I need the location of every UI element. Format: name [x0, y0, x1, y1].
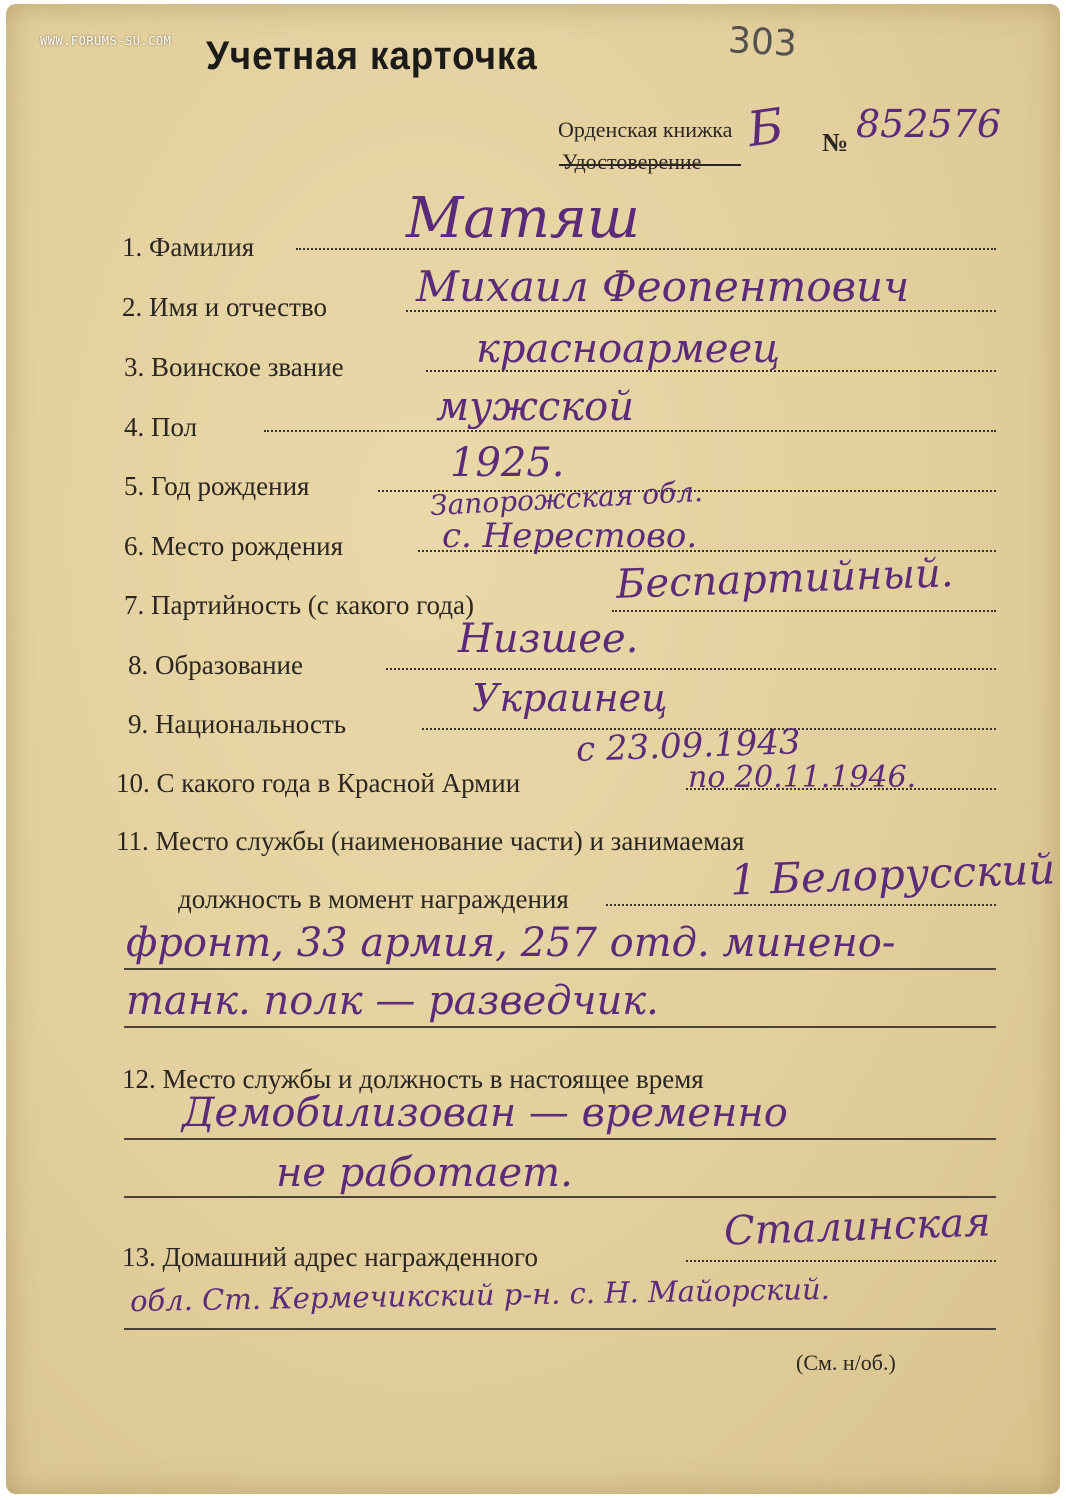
- value-home-address-2: обл. Ст. Кермечикский р-н. с. Н. Майорский.: [129, 1271, 831, 1319]
- see-reverse-note: (См. н/об.): [796, 1350, 896, 1375]
- value-service-award-3: танк. полк — разведчик.: [126, 978, 659, 1024]
- value-service-award-1: 1 Белорусский: [729, 844, 1057, 905]
- value-rank: красноармеец: [476, 326, 781, 372]
- value-army-from: с 23.09.1943: [575, 722, 802, 770]
- label-current-service: 12. Место службы и должность в настоящее время: [122, 1064, 704, 1094]
- label-surname: 1. Фамилия: [122, 232, 255, 262]
- value-birth-year: 1925.: [450, 440, 565, 486]
- archive-number: 303: [726, 20, 798, 65]
- doc-series: Б: [744, 97, 788, 159]
- label-birthplace: 6. Место рождения: [124, 531, 344, 561]
- value-sex: мужской: [436, 384, 634, 430]
- label-party: 7. Партийность (с какого года): [124, 590, 474, 620]
- value-service-award-2: фронт, 33 армия, 257 отд. минено-: [126, 920, 896, 966]
- line-party: [612, 610, 996, 612]
- line-service-award-1: [606, 904, 996, 906]
- label-rank: 3. Воинское звание: [124, 352, 344, 382]
- label-army-since: 10. С какого года в Красной Армии: [116, 768, 521, 798]
- line-service-award-2: [124, 968, 996, 970]
- number-sign: №: [822, 128, 849, 157]
- label-home-address: 13. Домашний адрес награжденного: [122, 1242, 538, 1272]
- line-current-service-2: [124, 1196, 996, 1198]
- value-education: Низшее.: [458, 616, 639, 662]
- value-nationality: Украинец: [472, 676, 668, 720]
- label-service-position-award: должность в момент награждения: [178, 884, 569, 914]
- label-education: 8. Образование: [128, 650, 303, 680]
- doc-type-certificate: Удостоверение: [562, 149, 702, 174]
- line-surname: [296, 248, 996, 250]
- line-current-service-1: [124, 1138, 996, 1140]
- card-title: Учетная карточка: [206, 34, 538, 78]
- value-home-address-1: Сталинская: [723, 1199, 992, 1255]
- value-surname: Матяш: [406, 186, 640, 251]
- value-party: Беспартийный.: [615, 550, 955, 608]
- value-army-to: по 20.11.1946.: [688, 760, 917, 795]
- doc-type-order-book: Орденская книжка: [558, 117, 733, 142]
- label-sex: 4. Пол: [124, 412, 198, 442]
- label-nationality: 9. Национальность: [128, 709, 347, 739]
- label-birth-year: 5. Год рождения: [124, 471, 310, 501]
- value-current-service-1: Демобилизован — временно: [182, 1090, 788, 1136]
- line-service-award-3: [124, 1026, 996, 1028]
- award-record-card: [6, 4, 1060, 1494]
- value-name-patronymic: Михаил Феопентович: [416, 262, 910, 311]
- value-current-service-2: не работает.: [276, 1150, 573, 1196]
- certificate-strikethrough: [559, 164, 741, 166]
- label-service-place-award: 11. Место службы (наименование части) и занимаемая: [116, 826, 745, 856]
- watermark: WWW.FORUMS-SU.COM: [40, 34, 172, 48]
- line-education: [386, 668, 996, 670]
- doc-number: 852576: [856, 102, 1002, 146]
- label-name-patronymic: 2. Имя и отчество: [122, 292, 327, 322]
- value-birthplace-region: Запорожская обл.: [429, 474, 704, 523]
- line-sex: [264, 430, 996, 432]
- line-home-address-2: [124, 1328, 996, 1330]
- value-birthplace-village: с. Нерестово.: [442, 516, 698, 556]
- line-home-address-1: [686, 1260, 996, 1262]
